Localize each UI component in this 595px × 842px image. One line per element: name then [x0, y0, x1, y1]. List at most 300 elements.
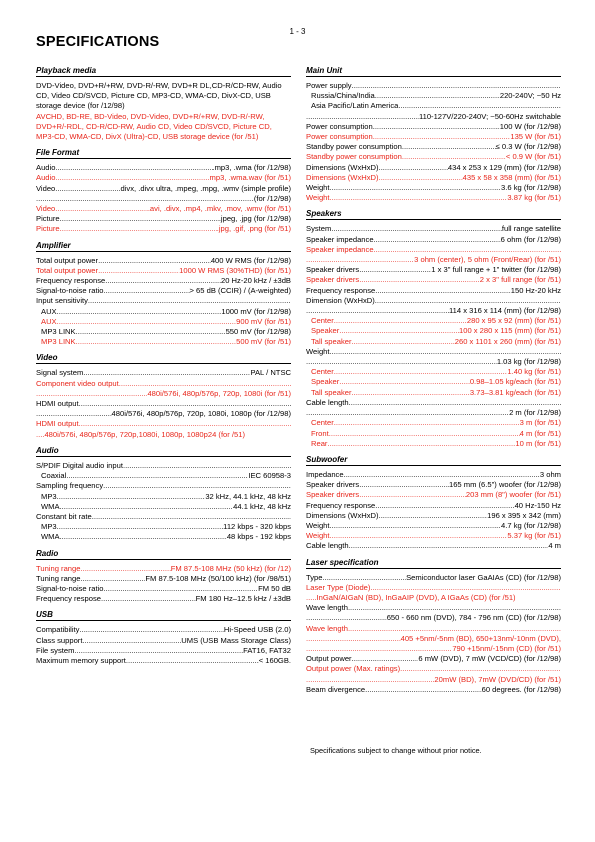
spec-row [306, 152, 561, 162]
spec-label: Picture [36, 214, 60, 224]
leader-dots [327, 439, 515, 449]
leader-dots [352, 388, 470, 398]
section-radio [36, 549, 291, 605]
leader-dots [400, 664, 561, 674]
spec-row [36, 194, 291, 204]
spec-label: Input sensitivity [36, 296, 88, 306]
leader-dots [60, 502, 234, 512]
leader-dots [370, 583, 561, 593]
spec-label: Power supply [306, 81, 352, 90]
spec-value: 4 m [548, 541, 561, 551]
spec-paragraph: DVD-Video, DVD+R/+RW, DVD-R/-RW, DVD+R DL,CD-R/CD-RW, Audio CD, Video CD/SVCD, Picture CD, MP3-CD, WMA-CD, DivX-CD, USB storage device (for /12/98) [36, 81, 282, 111]
spec-row [306, 541, 561, 551]
spec-label: Dimensions (WxHxD) [306, 162, 379, 172]
leader-dots [88, 296, 291, 306]
leader-dots [375, 501, 514, 511]
spec-label: Coaxial [41, 471, 67, 481]
leader-dots [80, 574, 145, 584]
leader-dots [104, 286, 190, 296]
spec-value: 3 ohm (center), 5 ohm (Front/Rear) (for /51) [414, 255, 561, 265]
section-title: Amplifier [36, 241, 291, 252]
leader-dots [334, 418, 520, 428]
spec-value: .jpeg, .jpg (for /12/98) [218, 214, 291, 224]
spec-label: System [306, 224, 332, 234]
spec-row [306, 501, 561, 511]
section-speakers [306, 209, 561, 448]
spec-row [306, 347, 561, 357]
spec-value: .avi, .divx, .mp4, .mkv, .mov, .wmv (for /51) [147, 204, 291, 214]
spec-value: 434 x 253 x 129 (mm) (for /12/98) [447, 162, 561, 172]
spec-value: .jpg, .gif, .png (for /51) [216, 224, 291, 234]
leader-dots [79, 399, 291, 409]
spec-value: > 65 dB (CCIR) / (A-weighted) [189, 286, 291, 296]
spec-row [306, 112, 561, 122]
section-title: Subwoofer [306, 455, 561, 466]
leader-dots [57, 307, 222, 317]
leader-dots [352, 654, 419, 664]
spec-row [36, 214, 291, 224]
spec-row [36, 564, 291, 574]
spec-label: Front [311, 428, 329, 438]
spec-row [306, 624, 561, 634]
leader-dots [344, 470, 540, 480]
spec-value: 4.7 kg (for /12/98) [501, 520, 561, 530]
spec-row [306, 173, 561, 183]
spec-value: 3 ohm [539, 469, 561, 479]
spec-row [36, 512, 291, 522]
spec-row [306, 429, 561, 439]
spec-row [306, 357, 561, 367]
leader-dots [365, 685, 482, 695]
spec-row [306, 408, 561, 418]
spec-row [36, 646, 291, 656]
leader-dots [375, 296, 561, 306]
spec-label: Asia Pacific/Latin America [311, 101, 399, 111]
leader-dots [379, 511, 488, 521]
leader-dots [80, 564, 170, 574]
spec-label: Weight [306, 193, 330, 203]
leader-dots [83, 368, 250, 378]
spec-value: 1 x 3" full range + 1" twitter (for /12/98) [431, 265, 561, 275]
spec-row [306, 142, 561, 152]
spec-value: FM 87.5-108 MHz (50/100 kHz) (for /98/51) [145, 573, 291, 583]
section-title: File Format [36, 148, 291, 159]
spec-row [306, 603, 561, 613]
leader-dots [306, 408, 509, 418]
spec-row [36, 163, 291, 173]
spec-label: HDMI output [36, 399, 79, 409]
leader-dots [373, 132, 511, 142]
leader-dots [330, 347, 562, 357]
spec-row [36, 266, 291, 276]
spec-value: 3 m (for /51) [519, 418, 561, 428]
spec-row [306, 255, 561, 265]
leader-dots [101, 594, 196, 604]
spec-label: MP3 LINK [41, 337, 76, 347]
section-title: Playback media [36, 66, 291, 77]
spec-value: 0.98–1.05 kg/each (for /51) [469, 377, 561, 387]
spec-label: Frequency response [306, 500, 376, 510]
leader-dots [352, 81, 561, 91]
spec-label: Signal-to-noise ratio [36, 286, 104, 296]
page-title: SPECIFICATIONS [36, 34, 160, 50]
spec-value: 790 +15nm/-15nm (CD) (for /51) [452, 643, 561, 653]
leader-dots [55, 173, 207, 183]
spec-row [36, 286, 291, 296]
right-column [306, 66, 561, 701]
spec-row [36, 173, 291, 183]
leader-dots [103, 481, 291, 491]
spec-label: Type [306, 572, 323, 582]
section-audio [36, 446, 291, 543]
spec-value: 3.87 kg (for /51) [507, 193, 561, 203]
spec-value: 260 x 1101 x 260 (mm) (for /51) [454, 336, 561, 346]
spec-label: Total output power [36, 265, 99, 275]
spec-value: 500 mV (for /51) [236, 337, 291, 347]
leader-dots [92, 512, 291, 522]
spec-row [306, 132, 561, 142]
spec-row [306, 377, 561, 387]
spec-label: Center [311, 418, 334, 428]
leader-dots [331, 224, 502, 234]
spec-row [36, 327, 291, 337]
spec-row [306, 388, 561, 398]
section-title: Radio [36, 549, 291, 560]
leader-dots [359, 265, 431, 275]
spec-label: Constant bit rate [36, 511, 92, 521]
spec-row [306, 511, 561, 521]
section-video [36, 353, 291, 439]
spec-label: Standby power consumption [306, 142, 402, 152]
section-usb [36, 610, 291, 666]
spec-value: FAT16, FAT32 [243, 645, 291, 655]
spec-row [36, 307, 291, 317]
spec-row [36, 224, 291, 234]
leader-dots [74, 646, 243, 656]
leader-dots [66, 471, 248, 481]
spec-row [36, 184, 291, 194]
leader-dots [359, 490, 466, 500]
leader-dots [76, 327, 226, 337]
spec-value: .mp3, .wma.wav (for /51) [207, 173, 291, 183]
spec-row [36, 409, 291, 419]
spec-row [36, 389, 291, 399]
spec-label: Total output power [36, 255, 99, 265]
spec-value: PAL / NTSC [250, 368, 291, 378]
spec-row [306, 531, 561, 541]
spec-row [306, 418, 561, 428]
leader-dots [98, 266, 179, 276]
spec-label: File system [36, 645, 75, 655]
spec-value: 900 mV (for /51) [236, 316, 291, 326]
spec-row [306, 685, 561, 695]
leader-dots [322, 573, 406, 583]
leader-dots [60, 214, 219, 224]
spec-value: 405 +5nm/-5nm (BD), 650+13nm/-10nm (DVD), [400, 633, 561, 643]
leader-dots [306, 357, 497, 367]
spec-label: .... [36, 429, 45, 439]
spec-row [306, 306, 561, 316]
spec-row [36, 532, 291, 542]
spec-value: IEC 60958-3 [248, 471, 291, 481]
spec-value: 110-127V/220-240V; ~50-60Hz switchable [418, 111, 561, 121]
spec-label: Speaker impedance [306, 234, 374, 244]
section-playback-media [36, 66, 291, 142]
leader-dots [349, 398, 561, 408]
spec-value: 1.40 kg (for /51) [507, 367, 561, 377]
spec-row [306, 593, 561, 603]
leader-dots [55, 163, 212, 173]
spec-row [306, 367, 561, 377]
spec-row [306, 235, 561, 245]
spec-label: Dimensions (WxHxD) [306, 510, 379, 520]
spec-label: Signal-to-noise ratio [36, 583, 104, 593]
spec-row [306, 583, 561, 593]
spec-value: 203 mm (8") woofer (for /51) [465, 490, 561, 500]
spec-row [306, 439, 561, 449]
spec-row [36, 471, 291, 481]
leader-dots [329, 429, 520, 439]
spec-row [306, 101, 561, 111]
spec-row [306, 521, 561, 531]
spec-label: Compatibility [36, 625, 80, 635]
spec-value: FM 50 dB [258, 583, 291, 593]
spec-label: Beam divergence [306, 684, 366, 694]
spec-row [36, 636, 291, 646]
spec-row [36, 317, 291, 327]
spec-value: 220-240V; ~50 Hz [499, 91, 561, 101]
leader-dots [82, 636, 181, 646]
spec-row [36, 522, 291, 532]
spec-label: Wave length [306, 623, 348, 633]
spec-label: Speaker impedance [306, 244, 374, 254]
spec-row [306, 163, 561, 173]
spec-row [306, 296, 561, 306]
leader-dots [105, 276, 221, 286]
spec-label: Laser Type (Diode) [306, 582, 371, 592]
spec-row [36, 625, 291, 635]
spec-row [306, 245, 561, 255]
spec-label: Frequency respose [36, 594, 102, 604]
leader-dots [379, 173, 463, 183]
spec-label: Weight [306, 346, 330, 356]
spec-label: AUX [41, 316, 57, 326]
spec-value: 100 W (for /12/98) [499, 121, 561, 131]
leader-dots [339, 377, 470, 387]
spec-row [36, 502, 291, 512]
spec-label: Standby power consumption [306, 152, 402, 162]
spec-row [36, 584, 291, 594]
leader-dots [349, 541, 549, 551]
left-column [36, 66, 291, 672]
spec-label: WMA [41, 501, 60, 511]
leader-dots [339, 326, 459, 336]
spec-label: Center [311, 316, 334, 326]
spec-row [306, 193, 561, 203]
leader-dots [398, 101, 561, 111]
spec-value: 165 mm (6.5") woofer (for /12/98) [448, 480, 561, 490]
section-title: Video [36, 353, 291, 364]
leader-dots [306, 112, 419, 122]
leader-dots [60, 224, 217, 234]
spec-value: 40 Hz-150 Hz [514, 500, 561, 510]
leader-dots [36, 409, 112, 419]
leader-dots [375, 91, 500, 101]
spec-row [306, 644, 561, 654]
spec-value: 480i/576i, 480p/576p, 720p, 1080i (for /51) [147, 388, 291, 398]
spec-label: HDMI output [36, 419, 79, 429]
spec-row [306, 470, 561, 480]
spec-row [36, 656, 291, 666]
section-title: Audio [36, 446, 291, 457]
spec-label: Frequency response [306, 285, 376, 295]
spec-row [36, 594, 291, 604]
spec-label: Audio [36, 173, 56, 183]
spec-value: 100 x 280 x 115 (mm) (for /51) [459, 326, 561, 336]
leader-dots [330, 521, 502, 531]
leader-dots [373, 122, 500, 132]
spec-label: Sampling frequency [36, 481, 104, 491]
spec-label: Tall speaker [311, 336, 352, 346]
spec-value: 6 ohm (for /12/98) [500, 234, 561, 244]
leader-dots [60, 532, 227, 542]
spec-value: 2 m (for /12/98) [509, 408, 561, 418]
spec-row [306, 326, 561, 336]
spec-row [36, 379, 291, 389]
leader-dots [79, 625, 223, 635]
spec-value: 20mW (BD), 7mW (DVD/CD) (for /51) [434, 674, 561, 684]
spec-value: 196 x 395 x 342 (mm) [487, 510, 561, 520]
spec-row [36, 399, 291, 409]
spec-label: S/PDIF Digital audio input [36, 460, 123, 470]
spec-row [306, 675, 561, 685]
spec-value: < 160GB. [258, 655, 291, 665]
spec-row [306, 664, 561, 674]
spec-label: Dimension (WxHxD) [306, 295, 375, 305]
leader-dots [330, 531, 508, 541]
spec-value: Hi-Speed USB (2.0) [223, 625, 291, 635]
spec-value: (for /12/98) [253, 193, 291, 203]
leader-dots [334, 316, 467, 326]
spec-value: 112 kbps - 320 kbps [223, 522, 291, 532]
leader-dots [348, 624, 561, 634]
leader-dots [57, 492, 206, 502]
spec-value: 10 m (for /51) [515, 438, 561, 448]
spec-label: WMA [41, 532, 60, 542]
spec-value: full range satellite [501, 224, 561, 234]
spec-row [36, 296, 291, 306]
leader-dots [98, 256, 211, 266]
spec-label: Output power (Max. ratings) [306, 664, 401, 674]
spec-row [36, 574, 291, 584]
leader-dots [334, 367, 508, 377]
spec-label: Signal system [36, 368, 84, 378]
spec-row [306, 337, 561, 347]
spec-row [306, 634, 561, 644]
spec-value: 114 x 316 x 114 (mm) (for /12/98) [449, 306, 561, 316]
leader-dots [126, 656, 259, 666]
leader-dots [359, 480, 449, 490]
spec-row [306, 654, 561, 664]
section-laser-specification [306, 558, 561, 695]
spec-label: Output power [306, 654, 352, 664]
spec-value: .mp3, .wma (for /12/98) [212, 163, 291, 173]
leader-dots [76, 337, 237, 347]
spec-label: Speaker drivers [306, 480, 360, 490]
spec-row [306, 398, 561, 408]
spec-value: 1.03 kg (for /12/98) [496, 357, 561, 367]
spec-row [306, 81, 561, 91]
leader-dots [306, 675, 434, 685]
spec-value: ≤ 0.3 W (for /12/98) [495, 142, 561, 152]
leader-dots [123, 461, 291, 471]
spec-value: FM 87.5-108 MHz (50 kHz) (for /12) [170, 563, 291, 573]
spec-value: 480i/576i, 480p/576p, 720p, 1080i, 1080p (for /12/98) [111, 409, 291, 419]
leader-dots [374, 245, 561, 255]
section-main-unit [306, 66, 561, 203]
spec-value: 4 m (for /51) [519, 428, 561, 438]
spec-label: Tall speaker [311, 387, 352, 397]
section-file-format [36, 148, 291, 234]
leader-dots [36, 194, 254, 204]
spec-label: Speaker [311, 326, 340, 336]
spec-value: 480i/576i, 480p/576p, 720p,1080i, 1080p, 1080p24 (for /51) [44, 429, 246, 439]
leader-dots [402, 152, 506, 162]
leader-dots [55, 184, 118, 194]
spec-label: Weight [306, 520, 330, 530]
spec-paragraph: AVCHD, BD-RE, BD-Video, DVD-Video, DVD+R/+RW, DVD-R/-RW, DVD+R/-RDL, CD-R/CD-RW, Audio CD, Video CD/SVCD, Picture CD, MP3-CD, WMA-CD, DivX (Ultra)-CD, USB storage device (for /51) [36, 111, 272, 142]
spec-label: Rear [311, 438, 328, 448]
spec-label: MP3 [41, 491, 57, 501]
page-number: 1 - 3 [289, 27, 306, 36]
spec-value: 3.73–3.81 kg/each (for /51) [469, 387, 561, 397]
spec-row [36, 481, 291, 491]
spec-label: Speaker drivers [306, 490, 360, 500]
spec-row [306, 183, 561, 193]
spec-value: 44.1 kHz, 48 kHz [233, 501, 291, 511]
leader-dots [306, 255, 414, 265]
section-title: Laser specification [306, 558, 561, 569]
spec-label: Speaker drivers [306, 275, 360, 285]
spec-label: Speaker drivers [306, 265, 360, 275]
leader-dots [306, 644, 452, 654]
leader-dots [330, 193, 508, 203]
spec-row [306, 573, 561, 583]
spec-value: 1000 W RMS (30%THD) (for /51) [179, 265, 291, 275]
leader-dots [348, 603, 561, 613]
spec-row [306, 316, 561, 326]
spec-value: 5.37 kg (for /51) [507, 531, 561, 541]
spec-label: Picture [36, 224, 60, 234]
spec-label: AUX [41, 306, 57, 316]
spec-row [306, 286, 561, 296]
spec-label: Power consumption [306, 121, 373, 131]
spec-label: Video [36, 204, 56, 214]
leader-dots [330, 183, 502, 193]
spec-value: UMS (USB Mass Storage Class) [181, 635, 291, 645]
spec-row [306, 480, 561, 490]
spec-row [36, 276, 291, 286]
spec-row [36, 419, 291, 429]
leader-dots [55, 204, 148, 214]
spec-row [306, 275, 561, 285]
leader-dots [306, 613, 387, 623]
spec-label: Dimensions (WxHxD) [306, 172, 379, 182]
spec-row [306, 91, 561, 101]
spec-value: 1000 mV (for /12/98) [221, 306, 291, 316]
spec-value: < 0.9 W (for /51) [505, 152, 561, 162]
spec-label: Wave length [306, 603, 348, 613]
